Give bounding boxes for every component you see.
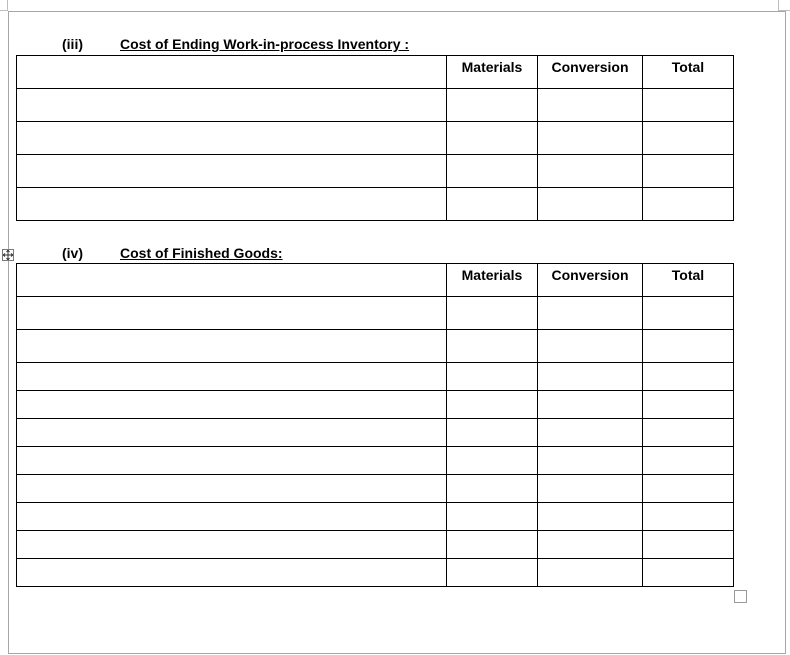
description-cell[interactable] xyxy=(17,503,447,531)
description-cell[interactable] xyxy=(17,531,447,559)
total-cell[interactable] xyxy=(643,503,734,531)
total-cell[interactable] xyxy=(643,89,734,122)
description-cell[interactable] xyxy=(17,122,447,155)
header-description-cell[interactable] xyxy=(17,264,447,297)
header-total-cell[interactable]: Total xyxy=(643,56,734,89)
move-arrows-icon[interactable] xyxy=(2,249,14,261)
conversion-cell[interactable] xyxy=(538,297,643,330)
total-cell[interactable] xyxy=(643,531,734,559)
header-conversion-cell[interactable]: Conversion xyxy=(538,264,643,297)
materials-cell[interactable] xyxy=(447,89,538,122)
table-row xyxy=(17,297,734,330)
header-materials-cell[interactable]: Materials xyxy=(447,264,538,297)
conversion-cell[interactable] xyxy=(538,155,643,188)
page-corner-mark-left xyxy=(0,0,8,11)
description-cell[interactable] xyxy=(17,89,447,122)
wip-inventory-table xyxy=(16,55,734,221)
description-cell[interactable] xyxy=(17,155,447,188)
total-cell[interactable] xyxy=(643,363,734,391)
description-cell[interactable] xyxy=(17,330,447,363)
description-cell[interactable] xyxy=(17,391,447,419)
table-row xyxy=(17,391,734,419)
materials-cell[interactable] xyxy=(447,188,538,221)
materials-cell[interactable] xyxy=(447,559,538,587)
section-iii-number: (iii) xyxy=(62,36,83,52)
total-cell[interactable] xyxy=(643,155,734,188)
conversion-cell[interactable] xyxy=(538,475,643,503)
materials-cell[interactable] xyxy=(447,122,538,155)
description-cell[interactable] xyxy=(17,297,447,330)
finished-goods-table xyxy=(16,263,734,587)
resize-handle-icon[interactable] xyxy=(734,590,747,603)
table-row xyxy=(17,363,734,391)
conversion-cell[interactable] xyxy=(538,531,643,559)
conversion-cell[interactable] xyxy=(538,559,643,587)
total-cell[interactable] xyxy=(643,475,734,503)
conversion-cell[interactable] xyxy=(538,330,643,363)
description-cell[interactable] xyxy=(17,188,447,221)
description-cell[interactable] xyxy=(17,419,447,447)
conversion-cell[interactable] xyxy=(538,447,643,475)
table-header-row xyxy=(17,56,734,89)
total-cell[interactable] xyxy=(643,447,734,475)
table-row xyxy=(17,188,734,221)
description-cell[interactable] xyxy=(17,363,447,391)
header-total-cell[interactable]: Total xyxy=(643,264,734,297)
materials-cell[interactable] xyxy=(447,447,538,475)
total-cell[interactable] xyxy=(643,391,734,419)
header-conversion-cell[interactable]: Conversion xyxy=(538,56,643,89)
table-row xyxy=(17,330,734,363)
materials-cell[interactable] xyxy=(447,391,538,419)
total-cell[interactable] xyxy=(643,419,734,447)
conversion-cell[interactable] xyxy=(538,89,643,122)
materials-cell[interactable] xyxy=(447,531,538,559)
page-corner-mark-right xyxy=(778,0,790,11)
table-row xyxy=(17,559,734,587)
conversion-cell[interactable] xyxy=(538,391,643,419)
total-cell[interactable] xyxy=(643,559,734,587)
description-cell[interactable] xyxy=(17,559,447,587)
conversion-cell[interactable] xyxy=(538,419,643,447)
materials-cell[interactable] xyxy=(447,330,538,363)
table-row xyxy=(17,419,734,447)
conversion-cell[interactable] xyxy=(538,503,643,531)
section-iv-number: (iv) xyxy=(62,245,83,261)
materials-cell[interactable] xyxy=(447,503,538,531)
table-header-row xyxy=(17,264,734,297)
materials-cell[interactable] xyxy=(447,155,538,188)
header-materials-cell[interactable]: Materials xyxy=(447,56,538,89)
header-description-cell[interactable] xyxy=(17,56,447,89)
conversion-cell[interactable] xyxy=(538,188,643,221)
total-cell[interactable] xyxy=(643,122,734,155)
materials-cell[interactable] xyxy=(447,419,538,447)
table-row xyxy=(17,475,734,503)
table-row xyxy=(17,122,734,155)
materials-cell[interactable] xyxy=(447,297,538,330)
section-iv-title: Cost of Finished Goods: xyxy=(120,245,283,261)
description-cell[interactable] xyxy=(17,475,447,503)
conversion-cell[interactable] xyxy=(538,122,643,155)
table-row xyxy=(17,531,734,559)
conversion-cell[interactable] xyxy=(538,363,643,391)
description-cell[interactable] xyxy=(17,447,447,475)
total-cell[interactable] xyxy=(643,297,734,330)
materials-cell[interactable] xyxy=(447,363,538,391)
table-row xyxy=(17,447,734,475)
total-cell[interactable] xyxy=(643,330,734,363)
section-iii-title: Cost of Ending Work-in-process Inventory : xyxy=(120,36,410,52)
total-cell[interactable] xyxy=(643,188,734,221)
table-row xyxy=(17,155,734,188)
materials-cell[interactable] xyxy=(447,475,538,503)
table-row xyxy=(17,503,734,531)
table-row xyxy=(17,89,734,122)
